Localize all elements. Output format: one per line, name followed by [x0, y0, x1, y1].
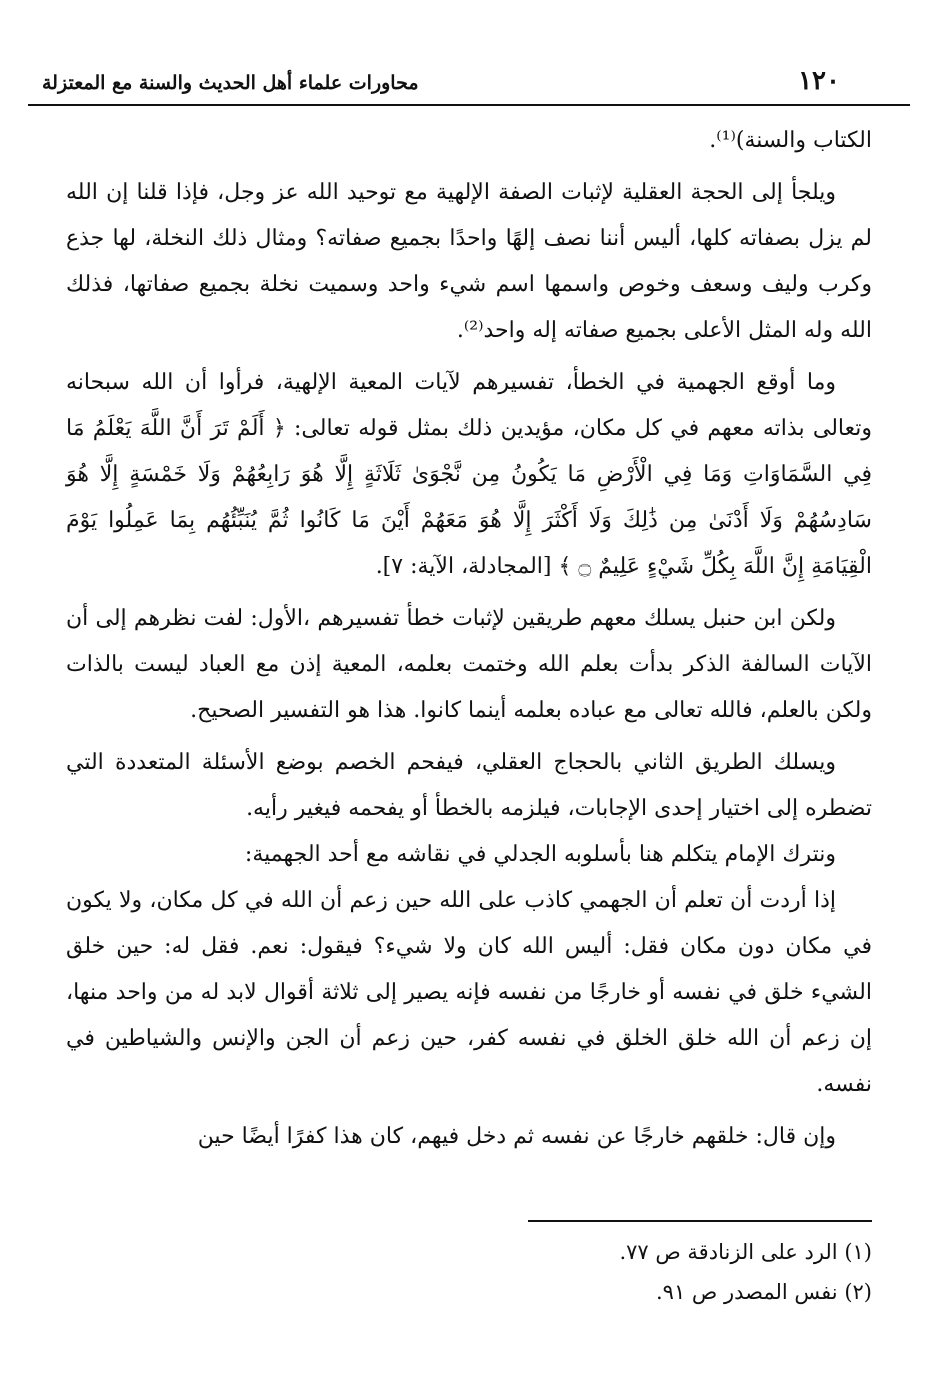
running-title: محاورات علماء أهل الحديث والسنة مع المعتزلة [42, 72, 419, 94]
footnote-2: (٢) نفس المصدر ص ٩١. [655, 1280, 872, 1304]
page-header [28, 58, 910, 102]
body-text [66, 118, 872, 1160]
footnotes [66, 1232, 872, 1312]
footnote-1: (١) الرد على الزنادقة ص ٧٧. [619, 1240, 872, 1264]
paragraph-7: إذا أردت أن تعلم أن الجهمي كاذب على الله حين زعم أن الله في كل مكان، ولا يكون في مكان دون مكان فقل: أليس الله كان ولا شيء؟ فيقول: نعم. فقل له: حين خلق الشيء خلق في نفسه أو خارجًا من نفسه فإنه يصير إلى ثلاثة أقوال لابد له من واحد منها، إن زعم أن الله خلق الخلق في نفسه كفر، حين زعم أن الجن والإنس والشياطين في نفسه. [66, 888, 872, 1097]
page-number: ١٢٠ [798, 66, 840, 96]
paragraph-3: وما أوقع الجهمية في الخطأ، تفسيرهم لآيات المعية الإلهية، فرأوا أن الله سبحانه وتعالى بذاته معهم في كل مكان، مؤيدين ذلك بمثل قوله تعالى: ﴿ أَلَمْ تَرَ أَنَّ اللَّهَ يَعْلَمُ مَا فِي السَّمَاوَاتِ وَمَا فِي الْأَرْضِ مَا يَكُونُ مِن نَّجْوَىٰ ثَلَاثَةٍ إِلَّا هُوَ رَابِعُهُمْ وَلَا خَمْسَةٍ إِلَّا هُوَ سَادِسُهُمْ وَلَا أَدْنَىٰ مِن ذَٰلِكَ وَلَا أَكْثَرَ إِلَّا هُوَ مَعَهُمْ أَيْنَ مَا كَانُوا ثُمَّ يُنَبِّئُهُم بِمَا عَمِلُوا يَوْمَ الْقِيَامَةِ إِنَّ اللَّهَ بِكُلِّ شَيْءٍ عَلِيمٌ ۝ ﴾ [المجادلة، الآية: ٧]. [66, 370, 872, 579]
paragraph-6: ونترك الإمام يتكلم هنا بأسلوبه الجدلي في نقاشه مع أحد الجهمية: [244, 842, 836, 867]
header-divider [28, 104, 910, 106]
paragraph-1: الكتاب والسنة)⁽¹⁾. [709, 128, 872, 153]
paragraph-4: ولكن ابن حنبل يسلك معهم طريقين لإثبات خطأ تفسيرهم ،الأول: لفت نظرهم إلى أن الآيات السالفة الذكر بدأت بعلم الله وختمت بعلمه، المعية إذن مع العباد ليست بالذات ولكن بالعلم، فالله تعالى مع عباده بعلمه أينما كانوا. هذا هو التفسير الصحيح. [66, 606, 872, 723]
footnote-divider [528, 1220, 872, 1222]
paragraph-5: ويسلك الطريق الثاني بالحجاج العقلي، فيفحم الخصم بوضع الأسئلة المتعددة التي تضطره إلى اختيار إحدى الإجابات، فيلزمه بالخطأ أو يفحمه فيغير رأيه. [66, 750, 872, 821]
paragraph-2: ويلجأ إلى الحجة العقلية لإثبات الصفة الإلهية مع توحيد الله عز وجل، فإذا قلنا إن الله لم يزل بصفاته كلها، أليس أننا نصف إلهًا واحدًا بجميع صفاته؟ ومثال ذلك النخلة، لها جذع وكرب وليف وسعف وخوص واسمها اسم شيء واحد وسميت نخلة بجميع صفاتها، فذلك الله وله المثل الأعلى بجميع صفاته إله واحد⁽²⁾. [66, 180, 872, 343]
paragraph-8: وإن قال: خلقهم خارجًا عن نفسه ثم دخل فيهم، كان هذا كفرًا أيضًا حين [197, 1124, 836, 1149]
